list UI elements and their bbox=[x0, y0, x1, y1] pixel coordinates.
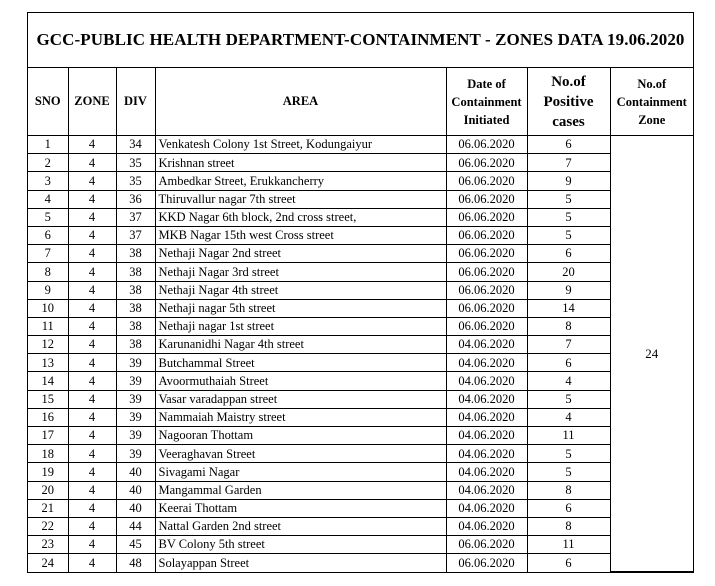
cell-div: 37 bbox=[116, 226, 155, 244]
cell-zone: 4 bbox=[68, 481, 116, 499]
cell-date: 04.06.2020 bbox=[446, 481, 527, 499]
cell-div: 48 bbox=[116, 554, 155, 572]
cell-date: 04.06.2020 bbox=[446, 390, 527, 408]
cell-sno: 5 bbox=[28, 208, 68, 226]
cell-div: 38 bbox=[116, 263, 155, 281]
cell-zone: 4 bbox=[68, 136, 116, 154]
cell-date: 04.06.2020 bbox=[446, 408, 527, 426]
cell-cases: 6 bbox=[527, 136, 610, 154]
table-row bbox=[28, 463, 693, 481]
table-row bbox=[28, 226, 693, 244]
cell-zone: 4 bbox=[68, 517, 116, 535]
cell-zone: 4 bbox=[68, 463, 116, 481]
cell-div: 35 bbox=[116, 172, 155, 190]
cell-cases: 4 bbox=[527, 408, 610, 426]
cell-area: Vasar varadappan street bbox=[155, 390, 446, 408]
cell-area: Nethaji Nagar 4th street bbox=[155, 281, 446, 299]
cell-date: 06.06.2020 bbox=[446, 226, 527, 244]
cell-zone: 4 bbox=[68, 536, 116, 554]
cell-zone: 4 bbox=[68, 172, 116, 190]
cell-zone: 4 bbox=[68, 390, 116, 408]
cell-area: Nethaji nagar 1st street bbox=[155, 317, 446, 335]
table-row bbox=[28, 208, 693, 226]
header-positive-cases: No.of Positive cases bbox=[527, 68, 610, 136]
cell-zone: 4 bbox=[68, 317, 116, 335]
containment-zones-table bbox=[28, 68, 693, 572]
cell-cases: 5 bbox=[527, 190, 610, 208]
cell-area: Thiruvallur nagar 7th street bbox=[155, 190, 446, 208]
cell-zone: 4 bbox=[68, 245, 116, 263]
cell-cases: 8 bbox=[527, 481, 610, 499]
table-row bbox=[28, 390, 693, 408]
cell-div: 39 bbox=[116, 408, 155, 426]
header-containment-zone: No.of Containment Zone bbox=[610, 68, 693, 136]
document-title: GCC-PUBLIC HEALTH DEPARTMENT-CONTAINMENT - ZONES DATA 19.06.2020 bbox=[28, 13, 693, 68]
cell-cases: 5 bbox=[527, 445, 610, 463]
containment-zones-document bbox=[27, 12, 694, 573]
cell-zone: 4 bbox=[68, 263, 116, 281]
table-row bbox=[28, 299, 693, 317]
cell-zone: 4 bbox=[68, 336, 116, 354]
cell-zone: 4 bbox=[68, 208, 116, 226]
cell-sno: 8 bbox=[28, 263, 68, 281]
header-zone: ZONE bbox=[68, 68, 116, 136]
cell-sno: 1 bbox=[28, 136, 68, 154]
cell-date: 04.06.2020 bbox=[446, 445, 527, 463]
cell-cases: 6 bbox=[527, 354, 610, 372]
table-row bbox=[28, 281, 693, 299]
cell-cases: 6 bbox=[527, 245, 610, 263]
cell-cases: 4 bbox=[527, 372, 610, 390]
cell-area: Veeraghavan Street bbox=[155, 445, 446, 463]
cell-sno: 14 bbox=[28, 372, 68, 390]
table-row bbox=[28, 536, 693, 554]
header-sno: SNO bbox=[28, 68, 68, 136]
cell-zone: 4 bbox=[68, 299, 116, 317]
cell-area: Nethaji nagar 5th street bbox=[155, 299, 446, 317]
cell-cases: 11 bbox=[527, 427, 610, 445]
cell-sno: 3 bbox=[28, 172, 68, 190]
table-row bbox=[28, 517, 693, 535]
cell-date: 06.06.2020 bbox=[446, 536, 527, 554]
cell-zone: 4 bbox=[68, 554, 116, 572]
cell-sno: 21 bbox=[28, 499, 68, 517]
table-row bbox=[28, 408, 693, 426]
cell-div: 40 bbox=[116, 463, 155, 481]
table-row bbox=[28, 263, 693, 281]
cell-div: 38 bbox=[116, 245, 155, 263]
table-row bbox=[28, 190, 693, 208]
cell-sno: 7 bbox=[28, 245, 68, 263]
table-row bbox=[28, 172, 693, 190]
cell-containment-zone-count: 24 bbox=[610, 136, 693, 572]
cell-div: 38 bbox=[116, 299, 155, 317]
cell-cases: 6 bbox=[527, 499, 610, 517]
cell-area: Nagooran Thottam bbox=[155, 427, 446, 445]
table-row bbox=[28, 154, 693, 172]
cell-zone: 4 bbox=[68, 226, 116, 244]
cell-div: 36 bbox=[116, 190, 155, 208]
cell-date: 06.06.2020 bbox=[446, 136, 527, 154]
cell-sno: 2 bbox=[28, 154, 68, 172]
cell-cases: 11 bbox=[527, 536, 610, 554]
cell-zone: 4 bbox=[68, 427, 116, 445]
table-row bbox=[28, 481, 693, 499]
table-row bbox=[28, 136, 693, 154]
table-row bbox=[28, 427, 693, 445]
cell-date: 04.06.2020 bbox=[446, 463, 527, 481]
cell-cases: 5 bbox=[527, 390, 610, 408]
cell-cases: 14 bbox=[527, 299, 610, 317]
cell-date: 06.06.2020 bbox=[446, 554, 527, 572]
cell-date: 04.06.2020 bbox=[446, 499, 527, 517]
cell-div: 35 bbox=[116, 154, 155, 172]
cell-date: 06.06.2020 bbox=[446, 299, 527, 317]
cell-cases: 8 bbox=[527, 517, 610, 535]
cell-sno: 19 bbox=[28, 463, 68, 481]
cell-date: 04.06.2020 bbox=[446, 517, 527, 535]
table-row bbox=[28, 499, 693, 517]
cell-date: 06.06.2020 bbox=[446, 190, 527, 208]
cell-date: 06.06.2020 bbox=[446, 172, 527, 190]
cell-sno: 6 bbox=[28, 226, 68, 244]
cell-div: 44 bbox=[116, 517, 155, 535]
cell-area: BV Colony 5th street bbox=[155, 536, 446, 554]
cell-area: Karunanidhi Nagar 4th street bbox=[155, 336, 446, 354]
cell-date: 04.06.2020 bbox=[446, 354, 527, 372]
cell-zone: 4 bbox=[68, 354, 116, 372]
cell-zone: 4 bbox=[68, 408, 116, 426]
cell-area: Nethaji Nagar 3rd street bbox=[155, 263, 446, 281]
cell-sno: 18 bbox=[28, 445, 68, 463]
cell-sno: 24 bbox=[28, 554, 68, 572]
cell-zone: 4 bbox=[68, 372, 116, 390]
cell-sno: 16 bbox=[28, 408, 68, 426]
cell-sno: 11 bbox=[28, 317, 68, 335]
cell-date: 06.06.2020 bbox=[446, 263, 527, 281]
cell-div: 39 bbox=[116, 354, 155, 372]
cell-sno: 15 bbox=[28, 390, 68, 408]
cell-area: Keerai Thottam bbox=[155, 499, 446, 517]
cell-zone: 4 bbox=[68, 445, 116, 463]
cell-zone: 4 bbox=[68, 499, 116, 517]
table-row bbox=[28, 372, 693, 390]
cell-date: 06.06.2020 bbox=[446, 317, 527, 335]
cell-zone: 4 bbox=[68, 154, 116, 172]
cell-area: Nattal Garden 2nd street bbox=[155, 517, 446, 535]
cell-div: 39 bbox=[116, 445, 155, 463]
cell-cases: 9 bbox=[527, 281, 610, 299]
cell-div: 39 bbox=[116, 427, 155, 445]
table-row bbox=[28, 317, 693, 335]
cell-div: 39 bbox=[116, 372, 155, 390]
cell-div: 38 bbox=[116, 281, 155, 299]
cell-area: Nammaiah Maistry street bbox=[155, 408, 446, 426]
cell-cases: 9 bbox=[527, 172, 610, 190]
cell-area: Butchammal Street bbox=[155, 354, 446, 372]
cell-div: 38 bbox=[116, 317, 155, 335]
cell-div: 45 bbox=[116, 536, 155, 554]
cell-cases: 6 bbox=[527, 554, 610, 572]
cell-div: 37 bbox=[116, 208, 155, 226]
cell-div: 40 bbox=[116, 481, 155, 499]
cell-area: Mangammal Garden bbox=[155, 481, 446, 499]
table-row bbox=[28, 354, 693, 372]
cell-div: 40 bbox=[116, 499, 155, 517]
cell-zone: 4 bbox=[68, 281, 116, 299]
cell-area: Krishnan street bbox=[155, 154, 446, 172]
cell-date: 06.06.2020 bbox=[446, 154, 527, 172]
cell-cases: 5 bbox=[527, 463, 610, 481]
cell-cases: 5 bbox=[527, 208, 610, 226]
cell-sno: 22 bbox=[28, 517, 68, 535]
cell-sno: 9 bbox=[28, 281, 68, 299]
cell-date: 06.06.2020 bbox=[446, 208, 527, 226]
header-area: AREA bbox=[155, 68, 446, 136]
cell-sno: 13 bbox=[28, 354, 68, 372]
cell-area: KKD Nagar 6th block, 2nd cross street, bbox=[155, 208, 446, 226]
cell-date: 06.06.2020 bbox=[446, 281, 527, 299]
cell-area: Solayappan Street bbox=[155, 554, 446, 572]
header-div: DIV bbox=[116, 68, 155, 136]
table-row bbox=[28, 245, 693, 263]
cell-cases: 8 bbox=[527, 317, 610, 335]
cell-area: MKB Nagar 15th west Cross street bbox=[155, 226, 446, 244]
header-row bbox=[28, 68, 693, 136]
cell-sno: 4 bbox=[28, 190, 68, 208]
cell-date: 06.06.2020 bbox=[446, 245, 527, 263]
cell-cases: 7 bbox=[527, 154, 610, 172]
cell-area: Venkatesh Colony 1st Street, Kodungaiyur bbox=[155, 136, 446, 154]
cell-sno: 20 bbox=[28, 481, 68, 499]
cell-sno: 23 bbox=[28, 536, 68, 554]
cell-cases: 7 bbox=[527, 336, 610, 354]
cell-div: 34 bbox=[116, 136, 155, 154]
table-row bbox=[28, 336, 693, 354]
table-row bbox=[28, 445, 693, 463]
cell-area: Avoormuthaiah Street bbox=[155, 372, 446, 390]
cell-cases: 20 bbox=[527, 263, 610, 281]
cell-area: Sivagami Nagar bbox=[155, 463, 446, 481]
cell-sno: 12 bbox=[28, 336, 68, 354]
cell-date: 04.06.2020 bbox=[446, 336, 527, 354]
cell-div: 39 bbox=[116, 390, 155, 408]
header-date-initiated: Date of Containment Initiated bbox=[446, 68, 527, 136]
cell-sno: 10 bbox=[28, 299, 68, 317]
table-row bbox=[28, 554, 693, 572]
table-body bbox=[28, 136, 693, 572]
cell-zone: 4 bbox=[68, 190, 116, 208]
cell-area: Nethaji Nagar 2nd street bbox=[155, 245, 446, 263]
cell-cases: 5 bbox=[527, 226, 610, 244]
cell-date: 04.06.2020 bbox=[446, 427, 527, 445]
cell-area: Ambedkar Street, Erukkancherry bbox=[155, 172, 446, 190]
cell-sno: 17 bbox=[28, 427, 68, 445]
cell-date: 04.06.2020 bbox=[446, 372, 527, 390]
cell-div: 38 bbox=[116, 336, 155, 354]
